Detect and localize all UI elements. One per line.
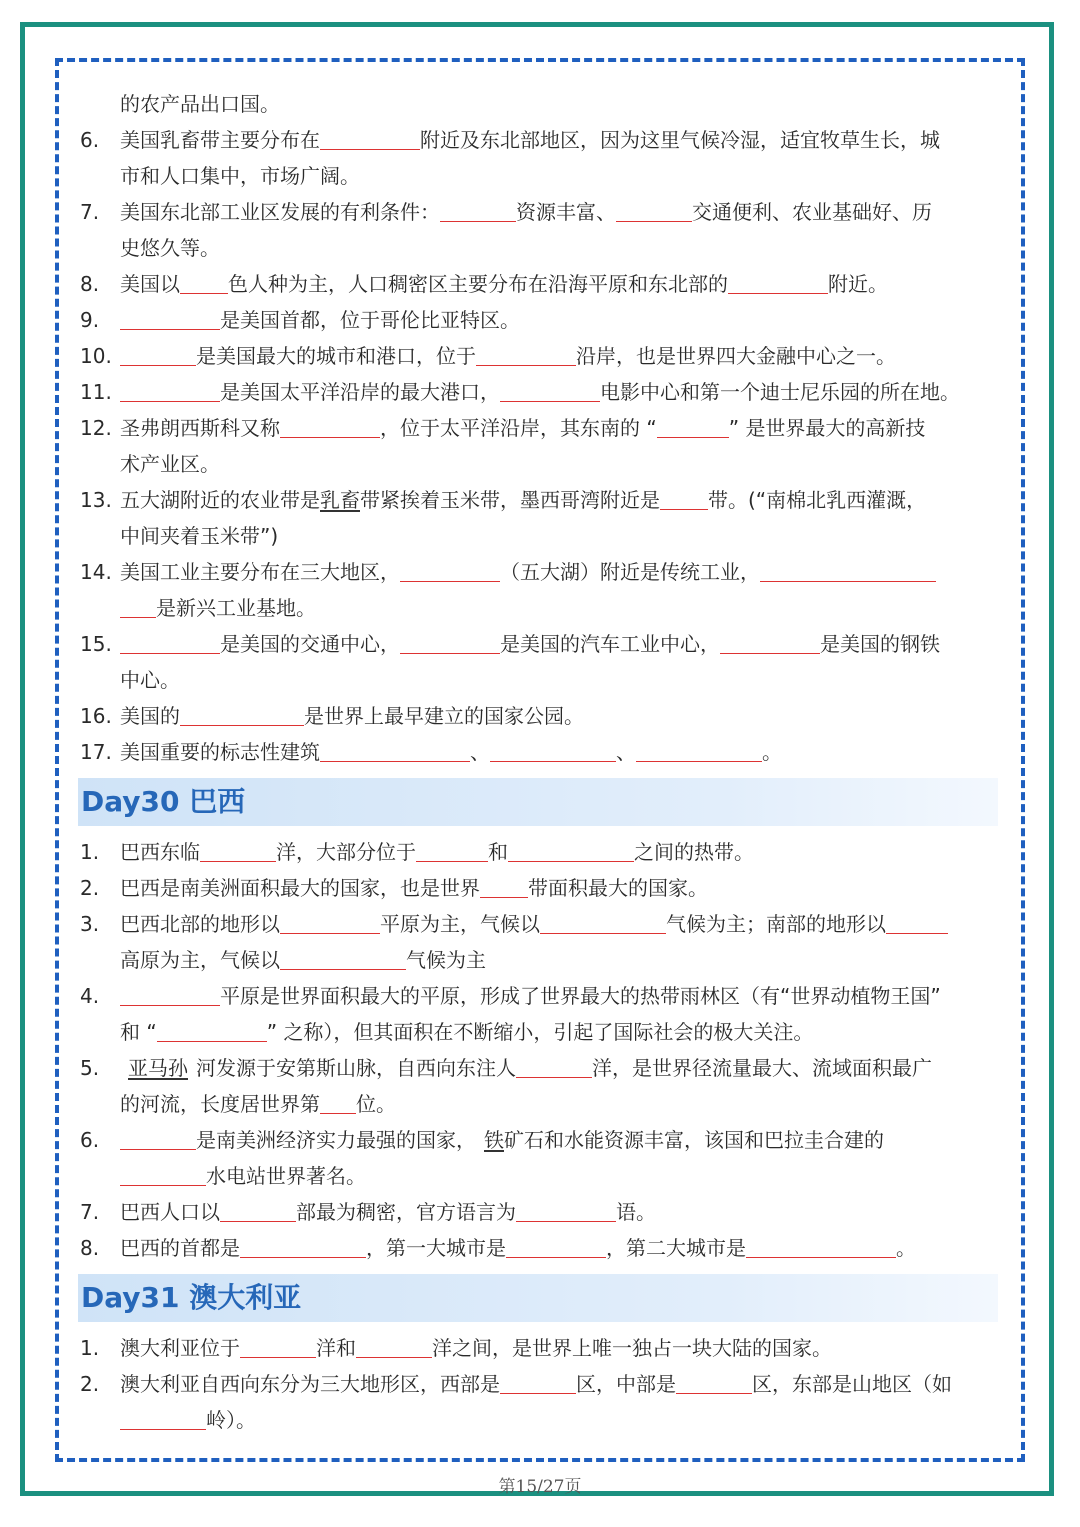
answer-blank[interactable] bbox=[500, 377, 600, 402]
answer-blank[interactable] bbox=[180, 701, 304, 726]
question-2: 2. 巴西是南美洲面积最大的国家，也是世界 带面积最大的国家。 bbox=[80, 870, 708, 906]
answer-blank[interactable] bbox=[676, 1369, 752, 1394]
answer-blank[interactable] bbox=[720, 629, 820, 654]
question-11: 11. 是美国太平洋沿岸的最大港口， 电影中心和第一个迪士尼乐园的所在地。 bbox=[80, 374, 960, 410]
question-7: 7. 巴西人口以 部最为稠密，官方语言为 语。 bbox=[80, 1194, 656, 1230]
question-4: 4. 平原是世界面积最大的平原，形成了世界最大的热带雨林区（有“世界动植物王国” bbox=[80, 978, 941, 1014]
question-15: 15. 是美国的交通中心， 是美国的汽车工业中心， 是美国的钢铁 bbox=[80, 626, 940, 662]
answer-blank[interactable] bbox=[760, 557, 936, 582]
answer-blank[interactable] bbox=[157, 1017, 267, 1042]
question-1: 1. 巴西东临 洋，大部分位于 和 之间的热带。 bbox=[80, 834, 754, 870]
question-8: 8. 巴西的首都是 ，第一大城市是 ，第二大城市是 。 bbox=[80, 1230, 916, 1266]
question-16: 16. 美国的 是世界上最早建立的国家公园。 bbox=[80, 698, 584, 734]
question-6: 6. 美国乳畜带主要分布在 附近及东北部地区，因为这里气候冷湿，适宜牧草生长，城 bbox=[80, 122, 940, 158]
answer-blank[interactable] bbox=[240, 1333, 316, 1358]
answer-blank[interactable] bbox=[180, 269, 228, 294]
answer-blank[interactable] bbox=[440, 197, 516, 222]
answer-blank[interactable] bbox=[660, 485, 708, 510]
text-line: 高原为主，气候以 气候为主 bbox=[120, 942, 486, 978]
answer-blank[interactable] bbox=[508, 837, 634, 862]
answer-blank[interactable] bbox=[120, 593, 156, 618]
text-line: 中间夹着玉米带”) bbox=[120, 524, 279, 548]
answer-blank[interactable] bbox=[728, 269, 828, 294]
answer-blank[interactable] bbox=[516, 1053, 592, 1078]
answer-blank[interactable] bbox=[616, 197, 692, 222]
question-6: 6. 是南美洲经济实力最强的国家， 铁矿石和水能资源丰富，该国和巴拉圭合建的 bbox=[80, 1122, 884, 1158]
text-line: 的农产品出口国。 bbox=[120, 92, 280, 116]
question-10: 10. 是美国最大的城市和港口，位于 沿岸，也是世界四大金融中心之一。 bbox=[80, 338, 896, 374]
text-line: 史悠久等。 bbox=[120, 236, 220, 260]
question-7: 7. 美国东北部工业区发展的有利条件： 资源丰富、 交通便利、农业基础好、历 bbox=[80, 194, 932, 230]
section-heading-day31: Day31 澳大利亚 bbox=[78, 1274, 998, 1322]
question-17: 17. 美国重要的标志性建筑 、 、 。 bbox=[80, 734, 782, 770]
answer-blank[interactable] bbox=[400, 557, 500, 582]
answer-blank[interactable] bbox=[476, 341, 576, 366]
text-line: 和 “ ” 之称），但其面积在不断缩小，引起了国际社会的极大关注。 bbox=[120, 1014, 813, 1050]
answer-blank[interactable] bbox=[240, 1233, 366, 1258]
text-line: 水电站世界著名。 bbox=[120, 1158, 366, 1194]
question-5: 5. 亚马孙 河发源于安第斯山脉，自西向东注人 洋，是世界径流量最大、流域面积最广 bbox=[80, 1050, 932, 1086]
text-line: 是新兴工业基地。 bbox=[120, 590, 316, 626]
answer-blank[interactable] bbox=[120, 1125, 196, 1150]
answer-blank[interactable] bbox=[120, 981, 220, 1006]
answer-blank[interactable] bbox=[320, 125, 420, 150]
answer-blank[interactable] bbox=[200, 837, 276, 862]
question-1: 1. 澳大利亚位于 洋和 洋之间，是世界上唯一独占一块大陆的国家。 bbox=[80, 1330, 832, 1366]
answer-blank[interactable] bbox=[120, 629, 220, 654]
text-line: 的河流，长度居世界第 位。 bbox=[120, 1086, 396, 1122]
answer-blank[interactable] bbox=[540, 909, 666, 934]
answer-blank[interactable] bbox=[120, 341, 196, 366]
answer-blank[interactable] bbox=[120, 305, 220, 330]
answer-blank[interactable] bbox=[280, 413, 380, 438]
question-14: 14. 美国工业主要分布在三大地区， （五大湖）附近是传统工业， bbox=[80, 554, 936, 590]
question-13: 13. 五大湖附近的农业带是乳畜带紧挨着玉米带，墨西哥湾附近是 带。(“南棉北乳西灌溉， bbox=[80, 482, 926, 518]
answer-blank[interactable] bbox=[506, 1233, 606, 1258]
answer-blank[interactable] bbox=[120, 377, 220, 402]
answer-blank[interactable] bbox=[356, 1333, 432, 1358]
answer-blank[interactable] bbox=[320, 737, 470, 762]
answer-blank[interactable] bbox=[120, 1161, 206, 1186]
answer-blank[interactable] bbox=[746, 1233, 896, 1258]
answer-blank[interactable] bbox=[120, 1405, 206, 1430]
answer-blank[interactable] bbox=[416, 837, 488, 862]
answer-blank[interactable] bbox=[886, 909, 948, 934]
answer-blank[interactable] bbox=[280, 945, 406, 970]
question-3: 3. 巴西北部的地形以 平原为主，气候以 气候为主；南部的地形以 bbox=[80, 906, 948, 942]
question-2: 2. 澳大利亚自西向东分为三大地形区，西部是 区，中部是 区，东部是山地区（如 bbox=[80, 1366, 952, 1402]
answer-blank[interactable] bbox=[490, 737, 616, 762]
question-12: 12. 圣弗朗西斯科又称 ，位于太平洋沿岸，其东南的 “ ” 是世界最大的高新技 bbox=[80, 410, 925, 446]
answer-blank[interactable] bbox=[500, 1369, 576, 1394]
text-line: 中心。 bbox=[120, 668, 180, 692]
answer-blank[interactable] bbox=[516, 1197, 616, 1222]
answer-blank[interactable] bbox=[636, 737, 762, 762]
question-8: 8. 美国以 色人种为主，人口稠密区主要分布在沿海平原和东北部的 附近。 bbox=[80, 266, 888, 302]
question-9: 9. 是美国首都，位于哥伦比亚特区。 bbox=[80, 302, 520, 338]
answer-blank[interactable] bbox=[220, 1197, 296, 1222]
answer-blank[interactable] bbox=[480, 873, 528, 898]
answer-blank[interactable] bbox=[280, 909, 380, 934]
answer-blank[interactable] bbox=[657, 413, 729, 438]
answer-blank[interactable] bbox=[320, 1089, 356, 1114]
text-line: 市和人口集中，市场广阔。 bbox=[120, 164, 360, 188]
section-heading-day30: Day30 巴西 bbox=[78, 778, 998, 826]
answer-blank[interactable] bbox=[400, 629, 500, 654]
text-line: 岭）。 bbox=[120, 1402, 256, 1438]
text-line: 术产业区。 bbox=[120, 452, 220, 476]
page-number: 第15/27页 bbox=[498, 1477, 582, 1497]
